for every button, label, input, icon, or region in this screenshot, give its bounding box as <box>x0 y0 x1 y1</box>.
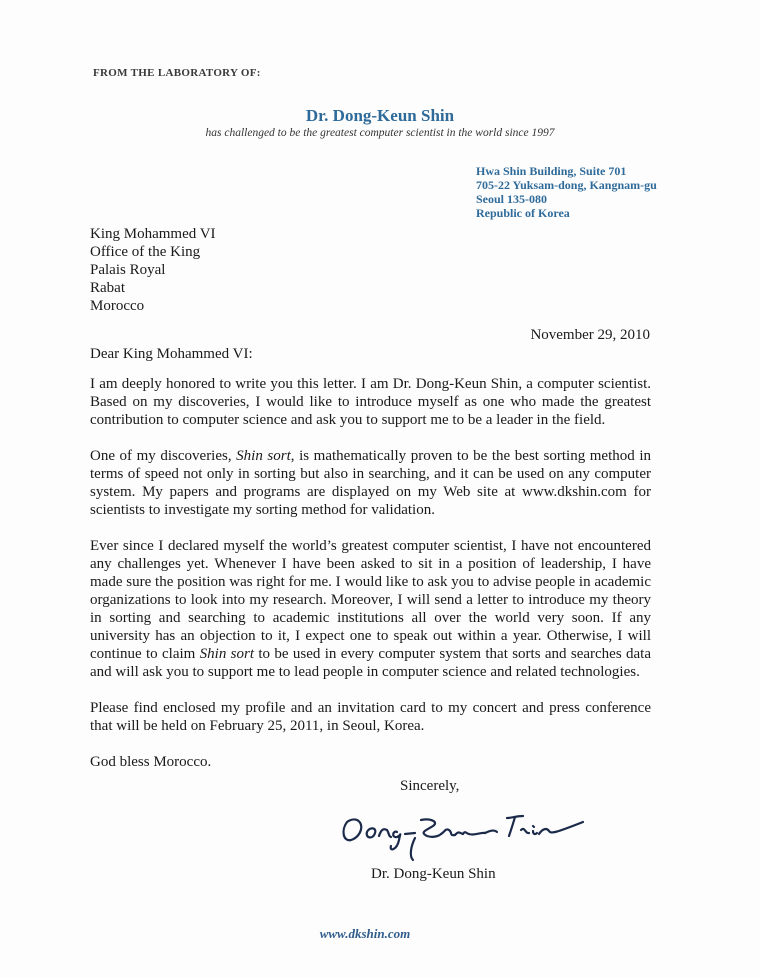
letterhead-tagline: has challenged to be the greatest computer scientist in the world since 1997 <box>205 127 555 139</box>
shin-sort-emphasis: Shin sort <box>199 646 255 662</box>
sender-address-line: Seoul 135-080 <box>476 192 548 206</box>
text-run: Ever since I declared myself the world’s greatest computer scientist, I have not encountered any challenges yet. Whenever I have been asked to sit in a position of leadership, I have made sure the position was right for me. I would like to ask you to advise people in academic organizations to look into my research. Moreover, I will send a letter to introduce my theory in sorting and searching to academic institutions all over the world very soon. If any university has an objection to it, I expect one to speak out within a year. Otherwise, I will continue to claim <box>90 538 651 662</box>
sender-address-line: Hwa Shin Building, Suite 701 <box>476 164 627 178</box>
body-paragraph-1: I am deeply honored to write you this letter. I am Dr. Dong-Keun Shin, a computer scientist. Based on my discoveries, I would like to introduce myself as one who made the greatest contribution to computer science and ask you to support me to be a leader in the field. <box>90 376 651 428</box>
text-run: One of my discoveries, <box>90 448 237 464</box>
recipient-address <box>90 225 216 315</box>
recipient-line: Palais Royal <box>90 262 166 278</box>
sender-address <box>476 164 657 220</box>
body-paragraph-3 <box>90 537 651 681</box>
letterhead-name: Dr. Dong-Keun Shin <box>305 106 455 125</box>
letter-body <box>90 375 651 789</box>
from-laboratory-label: FROM THE LABORATORY OF: <box>93 67 261 79</box>
salutation: Dear King Mohammed VI: <box>90 346 253 362</box>
footer-website: www.dkshin.com <box>319 926 411 941</box>
recipient-line: Office of the King <box>90 244 201 260</box>
text-run: , is mathematically proven to be the best sorting method in terms of speed not only in sorting but also in searching, and it can be used on any computer system. My papers and programs are displayed on my Web site at www.dkshin.com for scientists to investigate my sorting method for validation. <box>90 448 651 518</box>
recipient-line: Rabat <box>90 280 125 296</box>
body-paragraph-5: God bless Morocco. <box>90 754 212 770</box>
body-paragraph-2 <box>90 447 651 519</box>
recipient-line: King Mohammed VI <box>90 226 216 242</box>
letter-date: November 29, 2010 <box>530 327 650 343</box>
closing: Sincerely, <box>400 778 460 794</box>
sender-address-line: Republic of Korea <box>476 206 570 220</box>
shin-sort-emphasis: Shin sort <box>236 448 291 464</box>
text-run: to be used in every computer system that sorts and searches data and will ask you to support me to lead people in computer science and related technologies. <box>90 646 652 680</box>
recipient-line: Morocco <box>90 298 145 314</box>
body-paragraph-4: Please find enclosed my profile and an invitation card to my concert and press conference that will be held on February 25, 2011, in Seoul, Korea. <box>90 700 651 734</box>
sender-address-line: 705-22 Yuksam-dong, Kangnam-gu <box>476 178 657 192</box>
signer-name: Dr. Dong-Keun Shin <box>371 866 496 882</box>
handwritten-signature <box>335 800 595 864</box>
